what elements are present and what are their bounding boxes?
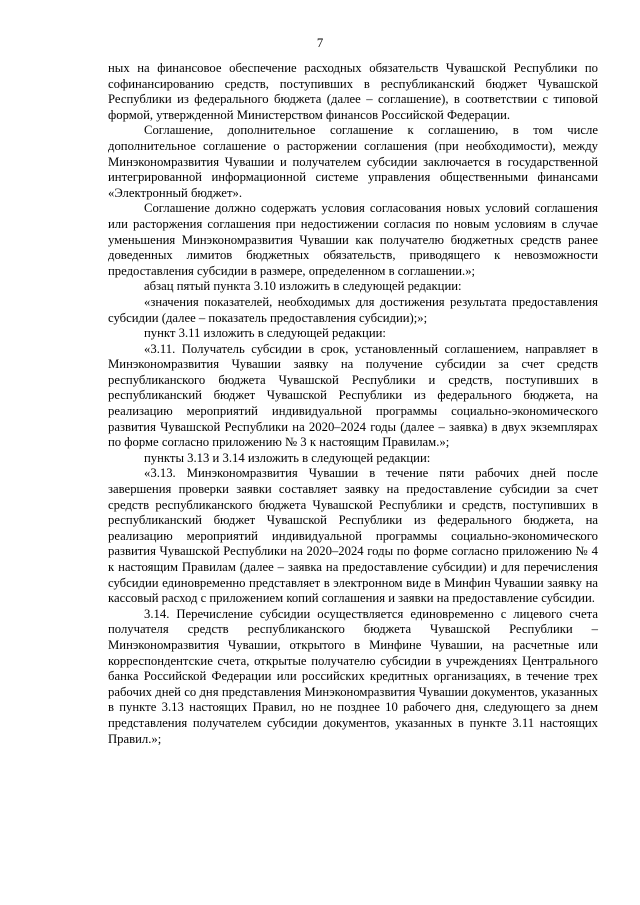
- paragraph: абзац пятый пункта 3.10 изложить в следующей редакции:: [144, 279, 462, 294]
- page-number: 7: [316, 36, 324, 50]
- document-body: [108, 61, 598, 747]
- paragraph: Соглашение, дополнительное соглашение к соглашению, в том числе дополнительное соглашение о расторжении соглашения (при необходимости), между Минэкономразвития Чувашии и получателем субсидии заключается в государственной интегрированной информационной системе управления общественными финансами «Электронный бюджет».: [108, 123, 598, 200]
- paragraph: Соглашение должно содержать условия согласования новых условий соглашения или расторжения соглашения при недостижении согласия по новым условиям в случае уменьшения Минэкономразвития Чувашии как получателю бюджетных средств ранее доведенных лимитов бюджетных обязательств, приводящего к невозможности предоставления субсидии в размере, определенном в соглашении.»;: [108, 201, 598, 278]
- paragraph: «3.13. Минэкономразвития Чувашии в течение пяти рабочих дней после завершения проверки заявки составляет заявку на предоставление субсидии за счет средств республиканского бюджета Чувашской Республики и средств, поступивших в республиканский бюджет Чувашской Республики из федерального бюджета, на реализацию мероприятий индивидуальной программы социально-экономического развития Чувашской Республики на 2020–2024 годы по форме согласно приложению № 4 к настоящим Правилам (далее – заявка на предоставление субсидии) и для перечисления субсидии единовременно представляет в электронном виде в Минфин Чувашии заявку на кассовый расход с приложением копий соглашения и заявки на предоставление субсидии.: [108, 466, 598, 606]
- paragraph: «3.11. Получатель субсидии в срок, установленный соглашением, направляет в Минэкономразвития Чувашии заявку на получение субсидии за счет средств республиканского бюджета Чувашской Республики и средств, поступивших в республиканский бюджет Чувашской Республики из федерального бюджета, на реализацию мероприятий индивидуальной программы социально-экономического развития Чувашской Республики на 2020–2024 годы (далее – заявка) в двух экземплярах по форме согласно приложению № 3 к настоящим Правилам.»;: [108, 341, 598, 450]
- paragraph: «значения показателей, необходимых для достижения результата предоставления субсидии (далее – показатель предоставления субсидии);»;: [108, 294, 598, 325]
- paragraph: пункты 3.13 и 3.14 изложить в следующей редакции:: [144, 450, 431, 465]
- paragraph: пункт 3.11 изложить в следующей редакции:: [144, 326, 386, 341]
- paragraph: 3.14. Перечисление субсидии осуществляется единовременно с лицевого счета получателя средств республиканского бюджета Чувашской Республики – Минэкономразвития Чувашии, открытого в Минфине Чувашии, на расчетные или корреспондентские счета, открытые получателю субсидии в учреждениях Центрального банка Российской Федерации или российских кредитных организациях, в течение трех рабочих дней со дня представления Минэкономразвития Чувашии документов, указанных в пункте 3.13 настоящих Правил, но не позднее 10 рабочего дня, следующего за днем представления получателем субсидии документов, указанных в пункте 3.11 настоящих Правил.»;: [108, 606, 598, 746]
- paragraph: ных на финансовое обеспечение расходных обязательств Чувашской Республики по софинансированию средств, поступивших в республиканский бюджет Чувашской Республики из федерального бюджета (далее – соглашение), в соответствии с типовой формой, утвержденной Министерством финансов Российской Федерации.: [108, 61, 598, 122]
